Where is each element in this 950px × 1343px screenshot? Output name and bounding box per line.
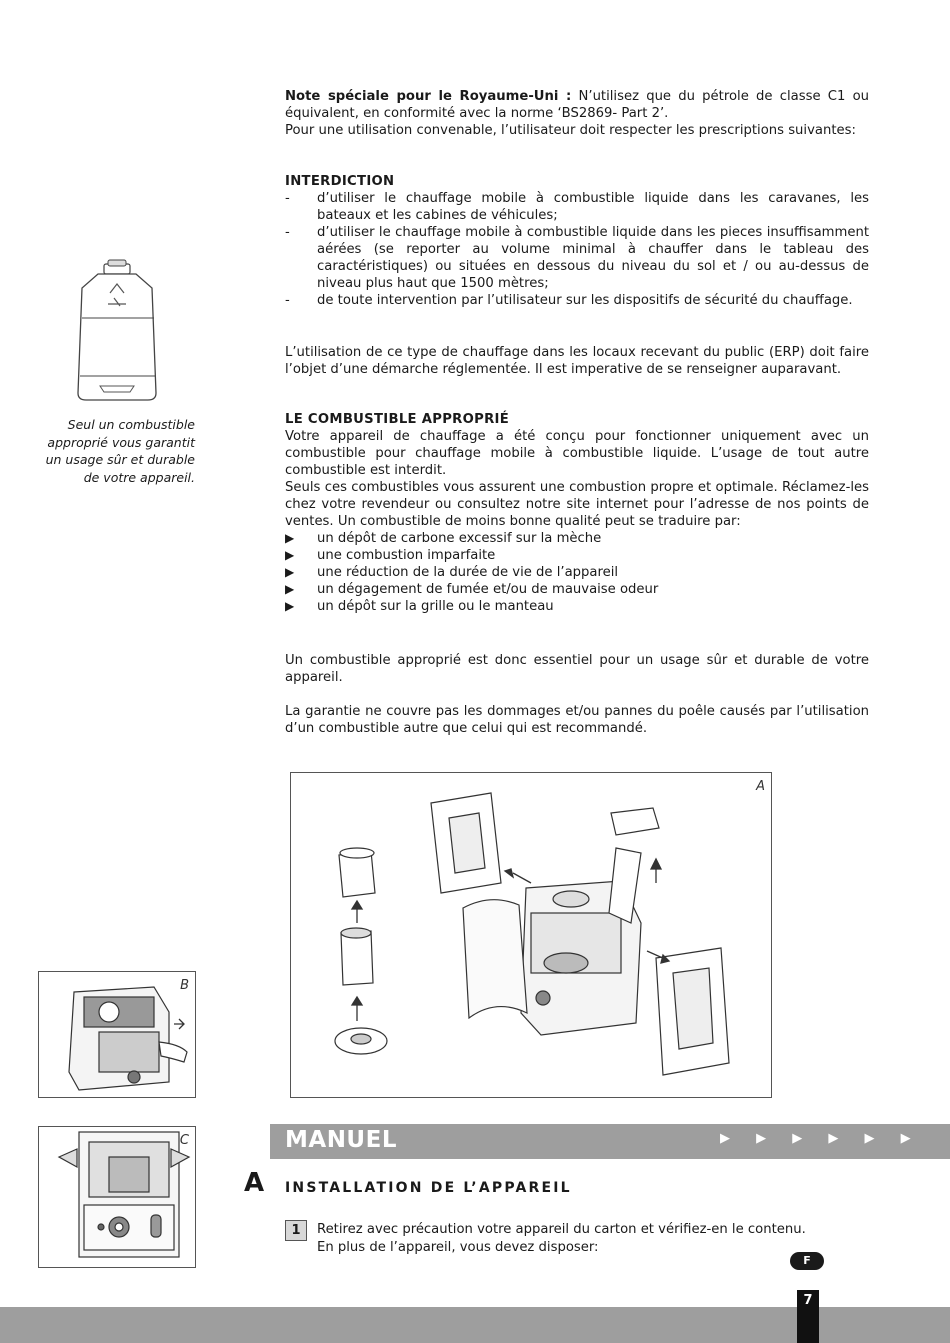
arrow-bullet-icon: ▶ [285,531,295,545]
figure-c-drawing [39,1127,195,1267]
uk-note-text: N’utilisez que du pétrole de classe C1 ou équivalent, en conformité avec la norme ‘BS2869- Part 2’. [285,89,869,121]
combustible-para2: Seuls ces combustibles vous assurent une combustion propre et optimale. Réclamez-les chez votre revendeur ou consultez notre site internet pour l’adresse de nos points de ventes. Un combustible de moins bonne qualité peut se traduire par: [285,480,869,529]
list-item: ▶ un dégagement de fumée et/ou de mauvaise odeur [285,582,659,597]
fuel-caption: Seul un combustible approprié vous garantit un usage sûr et durable de votre appareil. [45,417,195,485]
uk-note-label: Note spéciale pour le Royaume-Uni : [285,89,572,104]
interdiction-section [285,173,869,309]
list-item: ▶ une réduction de la durée de vie de l’appareil [285,565,619,580]
guarantee-block [285,703,869,737]
combustible-para3: Un combustible approprié est donc essentiel pour un usage sûr et durable de votre appareil. [285,653,869,685]
step-number-badge: 1 [285,1220,307,1241]
list-item: - d’utiliser le chauffage mobile à combustible liquide dans les pieces insuffisamment aérées (se reporter au volume minimal à chauffer dans le tableau des caractéristiques) ou situées en dessous du niveau du sol et / ou au-dessus de niveau plus haut que 1500 mètres; [285,225,869,291]
figure-c [38,1126,196,1268]
figure-b [38,971,196,1098]
fuel-can-illustration [70,258,165,408]
usage-note: Pour une utilisation convenable, l’utilisateur doit respecter les prescriptions suivantes: [285,123,856,138]
combustible-title: LE COMBUSTIBLE APPROPRIÉ [285,412,510,427]
combustible-section [285,411,869,615]
figure-b-label: B [180,978,189,993]
page-number: 7 [797,1290,819,1343]
combustible-para1: Votre appareil de chauffage a été conçu pour fonctionner uniquement avec un combustible pour chauffage mobile à combustible liquide. L’usage de tout autre combustible est interdit. [285,429,869,478]
figure-a [290,772,772,1098]
erp-note: L’utilisation de ce type de chauffage dans les locaux recevant du public (ERP) doit faire l’objet d’une démarche réglementée. Il est imperative de se renseigner auparavant. [285,345,869,377]
figure-b-drawing [39,972,195,1097]
arrow-bullet-icon: ▶ [285,582,295,596]
list-item: ▶ une combustion imparfaite [285,548,496,563]
dash-icon: - [285,225,290,240]
step-line-1: Retirez avec précaution votre appareil du carton et vérifiez-en le contenu. [317,1222,806,1237]
section-letter: A [244,1168,265,1198]
list-item: ▶ un dépôt de carbone excessif sur la mèche [285,531,602,546]
manual-banner-title: MANUEL [285,1127,397,1153]
guarantee-note: La garantie ne couvre pas les dommages et/ou pannes du poêle causés par l’utilisation d’un combustible autre que celui qui est recommandé. [285,704,869,736]
list-item: - de toute intervention par l’utilisateur sur les dispositifs de sécurité du chauffage. [285,293,853,308]
figure-a-drawing [291,773,771,1097]
figure-a-label: A [756,779,765,794]
arrow-bullet-icon: ▶ [285,565,295,579]
step-line-2: En plus de l’appareil, vous devez disposer: [317,1239,599,1255]
dash-icon: - [285,191,290,206]
list-item: ▶ un dépôt sur la grille ou le manteau [285,599,554,614]
interdiction-list [285,190,869,309]
banner-arrows-icon: ▶ ▶ ▶ ▶ ▶ ▶ [720,1131,922,1146]
section-title: INSTALLATION DE L’APPAREIL [285,1180,572,1196]
arrow-bullet-icon: ▶ [285,599,295,613]
language-badge: F [790,1252,824,1270]
figure-c-label: C [179,1133,189,1148]
combustible-bullets [285,530,869,615]
arrow-bullet-icon: ▶ [285,548,295,562]
combustible-para3-block [285,652,869,686]
dash-icon: - [285,293,290,308]
uk-note [285,88,869,139]
step-text [317,1221,877,1256]
interdiction-title: INTERDICTION [285,174,395,189]
list-item: - d’utiliser le chauffage mobile à combustible liquide dans les caravanes, les bateaux et les cabines de véhicules; [285,191,869,223]
